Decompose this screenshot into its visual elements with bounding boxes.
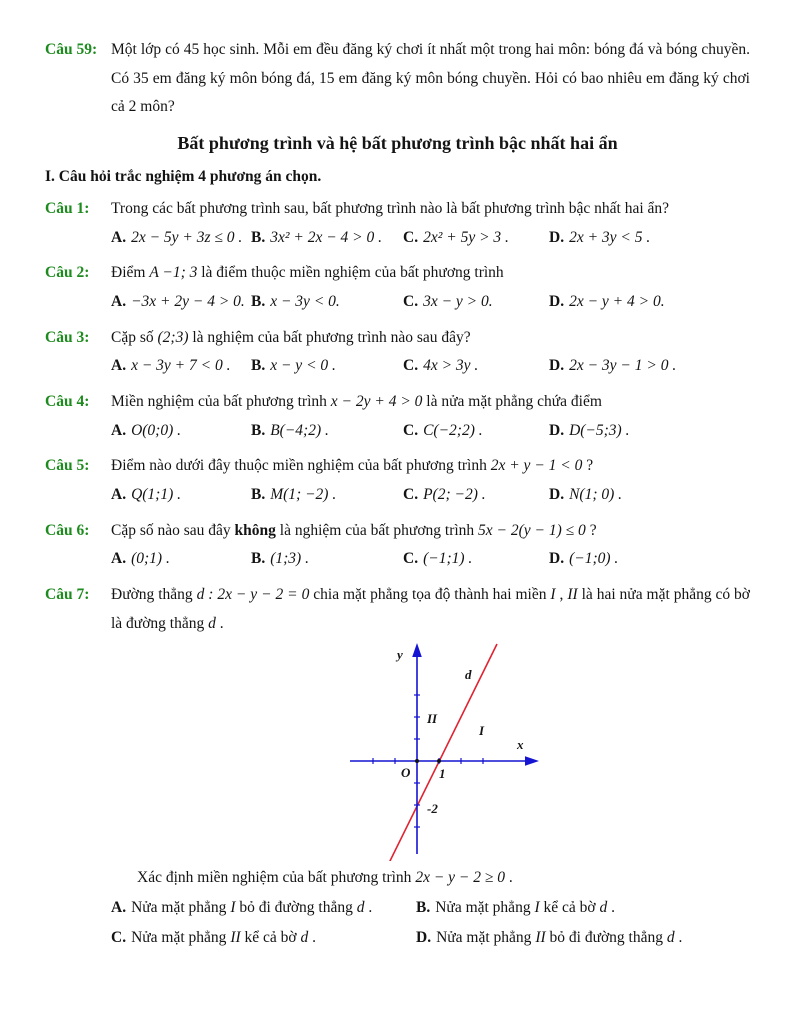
text-fragment: Cặp số nào sau đây <box>111 521 235 539</box>
math-expression: 3x² + 2x − 4 > 0 . <box>270 228 383 246</box>
question-label: Câu 2: <box>45 264 90 282</box>
q7-instruction <box>45 863 750 892</box>
question-stem <box>111 195 750 224</box>
answer-options <box>111 224 750 253</box>
option-letter: D. <box>549 292 565 310</box>
line-d-label: d <box>465 667 472 683</box>
option-letter: B. <box>251 357 266 375</box>
math-expression: D(−5;3) . <box>569 421 630 439</box>
question-stem <box>111 324 750 353</box>
math-expression: (−1;0) . <box>569 550 619 568</box>
option-D <box>549 352 750 381</box>
math-expression: 2x + 3y < 5 . <box>569 228 651 246</box>
math-expression: x − 3y < 0. <box>270 292 340 310</box>
math-expression: 3x − y > 0. <box>423 292 493 310</box>
option-letter: D. <box>549 550 565 568</box>
region-I-label: I <box>479 723 485 739</box>
option-letter: C. <box>403 421 419 439</box>
math-expression: C(−2;2) . <box>423 421 483 439</box>
y-tick-neg2-label: -2 <box>427 801 438 817</box>
origin-point <box>415 759 419 763</box>
text-fragment: là nghiệm của bất phương trình <box>275 521 479 539</box>
math-expression: 2x − y + 4 > 0. <box>569 292 665 310</box>
text-fragment: Cặp số <box>111 328 158 346</box>
option-A <box>111 352 251 381</box>
questions-list <box>45 195 750 638</box>
text-fragment: chia mặt phẳng tọa độ thành hai miền <box>309 585 551 603</box>
text-fragment: Nửa mặt phẳng <box>131 928 231 946</box>
question-4 <box>45 388 750 449</box>
text-fragment: . <box>215 614 224 632</box>
text-fragment: Điểm nào dưới đây thuộc miền nghiệm của bất phương trình <box>111 457 491 475</box>
question-label: Câu 5: <box>45 457 90 475</box>
option-letter: C. <box>403 292 419 310</box>
text-fragment: bỏ đi đường thẳng <box>235 898 357 916</box>
text-fragment: là nửa mặt phẳng chứa điểm <box>422 392 602 410</box>
question-content <box>111 452 750 513</box>
option-B <box>251 288 403 317</box>
text-fragment: Nửa mặt phẳng <box>436 928 536 946</box>
math-expression: P(2; −2) . <box>423 485 486 503</box>
math-expression: d <box>300 928 309 946</box>
math-expression: 2x − 5y + 3z ≤ 0 . <box>131 228 243 246</box>
math-expression: (2;3) <box>157 328 189 346</box>
text-fragment: Đường thẳng <box>111 585 197 603</box>
y-axis-arrow <box>412 643 422 657</box>
option-letter: C. <box>403 550 419 568</box>
text-fragment: Nửa mặt phẳng <box>131 898 231 916</box>
math-expression: II <box>230 928 241 946</box>
math-expression: x − 2y + 4 > 0 <box>330 392 423 410</box>
text-fragment: là hai nửa mặt phẳng có bờ là đường thẳng <box>111 585 750 632</box>
option-letter: D. <box>549 485 565 503</box>
q7-option-C <box>111 923 416 953</box>
question-2 <box>45 259 750 320</box>
question-content <box>111 388 750 449</box>
q7-option-D <box>416 923 750 953</box>
option-A <box>111 224 251 253</box>
math-expression: II <box>535 928 546 946</box>
math-expression: I <box>550 585 556 603</box>
math-expression: d : 2x − y − 2 = 0 <box>196 585 310 603</box>
math-expression: 2x − y − 2 ≥ 0 <box>415 869 505 887</box>
text-fragment: Nửa mặt phẳng <box>435 898 535 916</box>
text-fragment: Xác định miền nghiệm của bất phương trình <box>137 869 416 887</box>
text-fragment: . <box>674 928 683 946</box>
option-letter: D. <box>416 928 432 946</box>
question-content <box>111 324 750 385</box>
option-A <box>111 481 251 510</box>
math-expression: (1;3) . <box>270 550 309 568</box>
question-59 <box>45 36 750 122</box>
math-expression: 2x² + 5y > 3 . <box>423 228 509 246</box>
option-B <box>251 545 403 574</box>
option-letter: A. <box>111 898 127 916</box>
question-content <box>111 581 750 638</box>
coordinate-graph <box>347 641 547 861</box>
option-letter: B. <box>251 550 266 568</box>
math-expression: N(1; 0) . <box>569 485 623 503</box>
question-label: Câu 6: <box>45 521 90 539</box>
option-A <box>111 545 251 574</box>
question-stem <box>111 259 750 288</box>
question-label: Câu 1: <box>45 199 90 217</box>
option-letter: A. <box>111 421 127 439</box>
math-expression: −3x + 2y − 4 > 0. <box>131 292 245 310</box>
line-d <box>389 644 497 861</box>
question-content <box>111 195 750 256</box>
math-expression: d <box>356 898 365 916</box>
option-D <box>549 224 750 253</box>
question-label: Câu 3: <box>45 328 90 346</box>
text-fragment: . <box>505 869 513 887</box>
option-D <box>549 481 750 510</box>
answer-options <box>111 545 750 574</box>
answer-options <box>111 288 750 317</box>
text-fragment: là nghiệm của bất phương trình nào sau đây? <box>188 328 471 346</box>
option-letter: A. <box>111 357 127 375</box>
math-expression: O(0;0) . <box>131 421 182 439</box>
text-fragment: bỏ đi đường thẳng <box>545 928 667 946</box>
option-letter: B. <box>251 421 266 439</box>
option-letter: C. <box>403 357 419 375</box>
option-letter: D. <box>549 421 565 439</box>
point-1-0 <box>437 759 441 763</box>
option-letter: A. <box>111 228 127 246</box>
option-B <box>251 224 403 253</box>
text-fragment: ? <box>585 521 597 539</box>
option-C <box>403 481 549 510</box>
math-expression: d <box>208 614 216 632</box>
option-B <box>251 417 403 446</box>
option-letter: A. <box>111 485 127 503</box>
answer-options <box>111 352 750 381</box>
math-expression: 5x − 2(y − 1) ≤ 0 <box>478 521 586 539</box>
question-content <box>111 517 750 578</box>
question-stem <box>111 581 750 638</box>
option-letter: D. <box>549 357 565 375</box>
question-1 <box>45 195 750 256</box>
option-letter: B. <box>251 485 266 503</box>
math-expression: B(−4;2) . <box>270 421 329 439</box>
question-stem <box>111 452 750 481</box>
question-3 <box>45 324 750 385</box>
math-expression: I <box>230 898 236 916</box>
text-fragment: Điểm <box>111 264 150 282</box>
q7-answer-options <box>45 893 750 953</box>
math-expression: 2x − 3y − 1 > 0 . <box>569 357 677 375</box>
math-expression: M(1; −2) . <box>270 485 337 503</box>
math-expression: Q(1;1) . <box>131 485 182 503</box>
option-letter: B. <box>416 898 431 916</box>
math-expression: 2x + y − 1 < 0 <box>490 457 583 475</box>
text-fragment: Trong các bất phương trình sau, bất phương trình nào là bất phương trình bậc nhất hai ẩn? <box>111 199 670 217</box>
option-letter: D. <box>549 228 565 246</box>
text-fragment: , <box>555 585 568 603</box>
option-C <box>403 224 549 253</box>
region-II-label: II <box>427 711 438 727</box>
x-axis-label: x <box>517 737 524 753</box>
question-59-text: Một lớp có 45 học sinh. Mỗi em đều đăng ký chơi ít nhất một trong hai môn: bóng đá và bóng chuyền. Có 35 em đăng ký môn bóng đá, 15 em đăng ký môn bóng chuyền. Hỏi có bao nhiêu em đăng ký chơi cả 2 môn? <box>111 41 750 116</box>
option-B <box>251 481 403 510</box>
math-expression: A −1; 3 <box>149 264 198 282</box>
question-59-label: Câu 59: <box>45 41 98 58</box>
question-5 <box>45 452 750 513</box>
question-label: Câu 4: <box>45 392 90 410</box>
text-fragment: . <box>308 928 316 946</box>
option-D <box>549 417 750 446</box>
math-expression: 4x > 3y . <box>423 357 479 375</box>
math-expression: d <box>666 928 675 946</box>
math-expression: x − y < 0 . <box>270 357 336 375</box>
question-label: Câu 7: <box>45 585 90 603</box>
option-B <box>251 352 403 381</box>
math-expression: (−1;1) . <box>423 550 473 568</box>
answer-options <box>111 417 750 446</box>
text-fragment: ? <box>582 457 594 475</box>
question-stem <box>111 388 750 417</box>
graph-svg <box>347 641 547 861</box>
text-fragment: kể cả bờ <box>539 898 600 916</box>
origin-label: O <box>401 765 411 781</box>
q7-option-B <box>416 893 750 923</box>
math-expression: x − 3y + 7 < 0 . <box>131 357 231 375</box>
q7-option-A <box>111 893 416 923</box>
option-C <box>403 352 549 381</box>
option-letter: C. <box>403 485 419 503</box>
chapter-title: Bất phương trình và hệ bất phương trình bậc nhất hai ẩn <box>177 133 618 154</box>
option-letter: A. <box>111 550 127 568</box>
x-tick-1-label: 1 <box>439 766 446 782</box>
question-content <box>111 259 750 320</box>
answer-options <box>111 481 750 510</box>
option-letter: A. <box>111 292 127 310</box>
option-C <box>403 288 549 317</box>
question-7 <box>45 581 750 638</box>
text-fragment: kể cả bờ <box>240 928 301 946</box>
question-stem <box>111 517 750 546</box>
option-letter: B. <box>251 228 266 246</box>
option-A <box>111 417 251 446</box>
y-axis-label: y <box>397 647 403 663</box>
math-expression: II <box>567 585 578 603</box>
math-expression: I <box>534 898 540 916</box>
option-C <box>403 417 549 446</box>
section-heading: I. Câu hỏi trắc nghiệm 4 phương án chọn. <box>45 168 322 186</box>
option-letter: B. <box>251 292 266 310</box>
option-A <box>111 288 251 317</box>
text-fragment: . <box>607 898 615 916</box>
question-6 <box>45 517 750 578</box>
text-fragment: không <box>234 521 276 539</box>
math-expression: d <box>599 898 608 916</box>
x-axis-arrow <box>525 757 539 767</box>
option-D <box>549 288 750 317</box>
math-expression: (0;1) . <box>131 550 170 568</box>
text-fragment: là điểm thuộc miền nghiệm của bất phương trình <box>197 264 504 282</box>
option-D <box>549 545 750 574</box>
option-C <box>403 545 549 574</box>
option-letter: C. <box>403 228 419 246</box>
option-letter: C. <box>111 928 127 946</box>
text-fragment: . <box>364 898 373 916</box>
text-fragment: Miền nghiệm của bất phương trình <box>111 392 331 410</box>
